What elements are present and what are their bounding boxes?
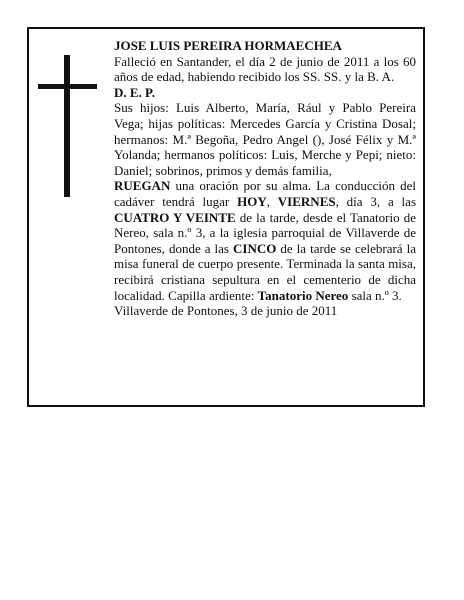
cross-icon-bar: [38, 84, 97, 89]
viernes-label: VIERNES: [277, 193, 336, 209]
time-label: CUATRO Y VEINTE: [114, 209, 236, 225]
obituary-text: [114, 38, 416, 319]
cross-icon: [64, 55, 70, 197]
cinco-label: CINCO: [233, 240, 277, 256]
funeral-details: RUEGAN una oración por su alma. La conducción del cadáver tendrá lugar HOY, VIERNES, día 3, a las CUATRO Y VEINTE de la tarde, desde el Tanatorio de Nereo, sala n.º 3, a la iglesia parroquial de Villaverde de Pontones, donde a las CINCO de la tarde se celebrará la misa funeral de cuerpo presente. Terminada la santa misa, recibirá cristiana sepultura en el cementerio de dicha localidad. Capilla ardiente: Tanatorio Nereo sala n.º 3.: [114, 178, 416, 303]
place-date: Villaverde de Pontones, 3 de junio de 2011: [114, 303, 338, 319]
deceased-name: JOSE LUIS PEREIRA HORMAECHEA: [114, 38, 342, 53]
rip-label: D. E. P.: [114, 84, 156, 100]
ruegan-label: RUEGAN: [114, 178, 171, 194]
hoy-label: HOY: [237, 193, 267, 209]
death-statement: Falleció en Santander, el día 2 de junio de 2011 a los 60 años de edad, habiendo recibido los SS. SS. y la B. A.: [114, 53, 416, 85]
family-list: Sus hijos: Luis Alberto, María, Rául y Pablo Pereira Vega; hijas políticas: Mercedes García y Cristina Dosal; hermanos: M.ª Begoña, Pedro Angel (), José Félix y M.ª Yolanda; hermanos políticos: Luis, Merche y Pepi; nieto: Daniel; sobrinos, primos y demás familia,: [114, 100, 416, 178]
tanatorio-label: Tanatorio Nereo: [257, 287, 349, 303]
